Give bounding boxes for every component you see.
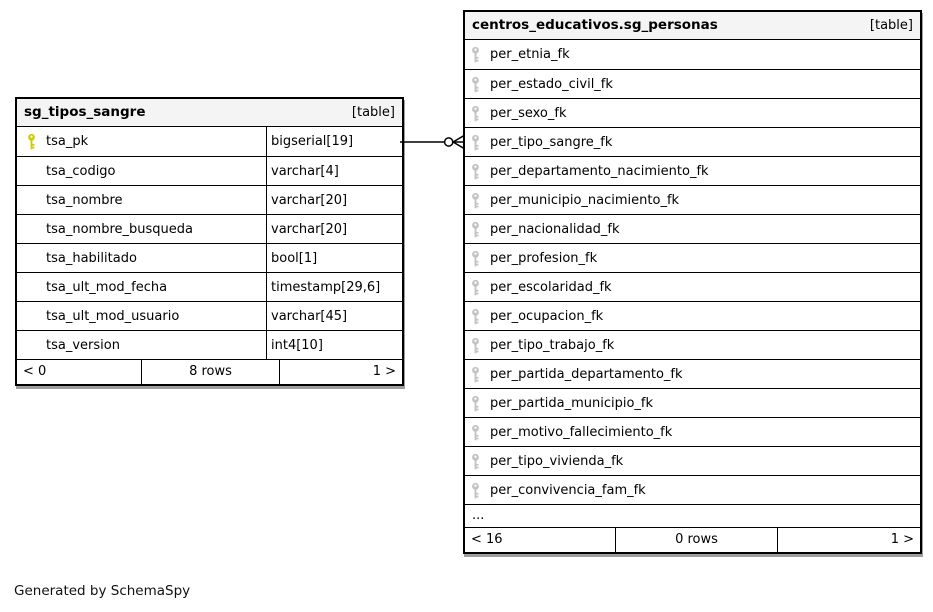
column-row — [17, 272, 402, 301]
foreign-key-icon — [470, 46, 482, 63]
column-type: varchar[4] — [266, 157, 402, 185]
column-name-cell — [17, 215, 266, 243]
column-type: varchar[20] — [266, 215, 402, 243]
foreign-key-icon — [470, 221, 482, 238]
column-name-cell — [17, 157, 266, 185]
table-title[interactable]: centros_educativos.sg_personas — [472, 17, 718, 33]
ellipsis-row: ... — [465, 504, 920, 527]
column-type: varchar[45] — [266, 302, 402, 330]
foreign-key-icon — [470, 134, 482, 151]
foreign-key-icon — [470, 76, 482, 93]
column-name-cell — [17, 273, 266, 301]
column-name: tsa_codigo — [46, 163, 116, 179]
page-next-control[interactable]: 1 > — [777, 528, 920, 552]
column-name-cell — [465, 99, 920, 127]
foreign-key-icon — [470, 424, 482, 441]
column-name: per_tipo_sangre_fk — [490, 134, 613, 150]
column-type: int4[10] — [266, 331, 402, 359]
column-name-cell — [17, 331, 266, 359]
column-row — [465, 214, 920, 243]
column-name: per_partida_municipio_fk — [490, 395, 654, 411]
table-node-sg-tipos-sangre — [15, 97, 404, 386]
column-name: per_tipo_trabajo_fk — [490, 337, 615, 353]
column-rows — [465, 40, 920, 504]
column-name: tsa_ult_mod_usuario — [46, 308, 180, 324]
column-name-cell — [465, 273, 920, 301]
column-type: timestamp[29,6] — [266, 273, 402, 301]
column-row — [465, 475, 920, 504]
row-count: 0 rows — [615, 528, 777, 552]
column-name: tsa_ult_mod_fecha — [46, 279, 168, 295]
column-row — [17, 156, 402, 185]
column-type: varchar[20] — [266, 186, 402, 214]
column-name-cell — [465, 360, 920, 388]
column-name-cell — [465, 331, 920, 359]
column-name-cell — [465, 302, 920, 330]
table-type-badge: [table] — [869, 18, 913, 33]
column-row — [465, 69, 920, 98]
column-name: tsa_pk — [46, 134, 89, 149]
row-count: 8 rows — [141, 360, 279, 384]
foreign-key-icon — [470, 482, 482, 499]
column-name: tsa_nombre_busqueda — [46, 221, 193, 237]
column-name: per_municipio_nacimiento_fk — [490, 192, 680, 208]
column-name-cell — [465, 476, 920, 504]
column-row — [465, 185, 920, 214]
crow-foot-icon — [453, 136, 464, 148]
column-row — [17, 214, 402, 243]
page-prev-control[interactable]: < 16 — [471, 532, 503, 547]
page-next-control[interactable]: 1 > — [279, 360, 402, 384]
column-row — [465, 127, 920, 156]
column-row — [465, 272, 920, 301]
column-name-cell — [17, 244, 266, 272]
primary-key-icon — [26, 133, 38, 150]
column-name: tsa_nombre — [46, 192, 123, 208]
column-name: per_tipo_vivienda_fk — [490, 453, 624, 469]
column-name: per_ocupacion_fk — [490, 308, 604, 324]
zero-cardinality-circle-icon — [445, 138, 453, 146]
page-prev-control[interactable]: < 0 — [23, 364, 47, 379]
column-name-cell — [17, 127, 266, 156]
foreign-key-icon — [470, 366, 482, 383]
foreign-key-icon — [470, 395, 482, 412]
column-name: per_nacionalidad_fk — [490, 221, 620, 237]
column-row — [465, 98, 920, 127]
column-row — [465, 417, 920, 446]
column-name: tsa_version — [46, 337, 120, 353]
column-row — [17, 127, 402, 156]
table-title[interactable]: sg_tipos_sangre — [24, 104, 146, 120]
column-row — [465, 446, 920, 475]
column-row — [465, 40, 920, 69]
table-header — [17, 99, 402, 127]
column-rows — [17, 127, 402, 359]
foreign-key-icon — [470, 279, 482, 296]
foreign-key-icon — [470, 453, 482, 470]
column-type: bool[1] — [266, 244, 402, 272]
column-name-cell — [17, 302, 266, 330]
column-name: per_profesion_fk — [490, 250, 598, 266]
column-name: per_motivo_fallecimiento_fk — [490, 424, 673, 440]
column-name-cell — [465, 70, 920, 98]
foreign-key-icon — [470, 250, 482, 267]
column-row — [465, 359, 920, 388]
column-name: per_etnia_fk — [490, 47, 570, 62]
column-row — [465, 388, 920, 417]
column-name-cell — [465, 244, 920, 272]
column-name-cell — [465, 389, 920, 417]
column-row — [465, 301, 920, 330]
foreign-key-icon — [470, 105, 482, 122]
column-name-cell — [465, 128, 920, 156]
column-name: per_departamento_nacimiento_fk — [490, 163, 709, 179]
foreign-key-icon — [470, 337, 482, 354]
column-name: per_sexo_fk — [490, 105, 567, 121]
fk-relationship-connector — [400, 129, 464, 155]
column-row — [17, 330, 402, 359]
column-name: per_partida_departamento_fk — [490, 366, 683, 382]
generated-by-caption: Generated by SchemaSpy — [14, 583, 191, 599]
column-name-cell — [17, 186, 266, 214]
column-name: per_convivencia_fam_fk — [490, 482, 646, 498]
column-row — [465, 330, 920, 359]
table-footer — [465, 527, 920, 552]
column-row — [17, 185, 402, 214]
table-footer — [17, 359, 402, 384]
column-name: per_estado_civil_fk — [490, 76, 613, 92]
foreign-key-icon — [470, 163, 482, 180]
column-row — [17, 243, 402, 272]
table-node-sg-personas — [463, 10, 922, 554]
column-name: tsa_habilitado — [46, 250, 137, 266]
table-header — [465, 12, 920, 40]
column-name-cell — [465, 157, 920, 185]
column-name-cell — [465, 186, 920, 214]
column-type: bigserial[19] — [266, 127, 402, 156]
column-name-cell — [465, 447, 920, 475]
table-type-badge: [table] — [351, 105, 395, 120]
column-name-cell — [465, 215, 920, 243]
column-name: per_escolaridad_fk — [490, 279, 612, 295]
foreign-key-icon — [470, 192, 482, 209]
foreign-key-icon — [470, 308, 482, 325]
column-name-cell — [465, 418, 920, 446]
column-row — [465, 243, 920, 272]
column-row — [17, 301, 402, 330]
column-name-cell — [465, 40, 920, 69]
column-row — [465, 156, 920, 185]
